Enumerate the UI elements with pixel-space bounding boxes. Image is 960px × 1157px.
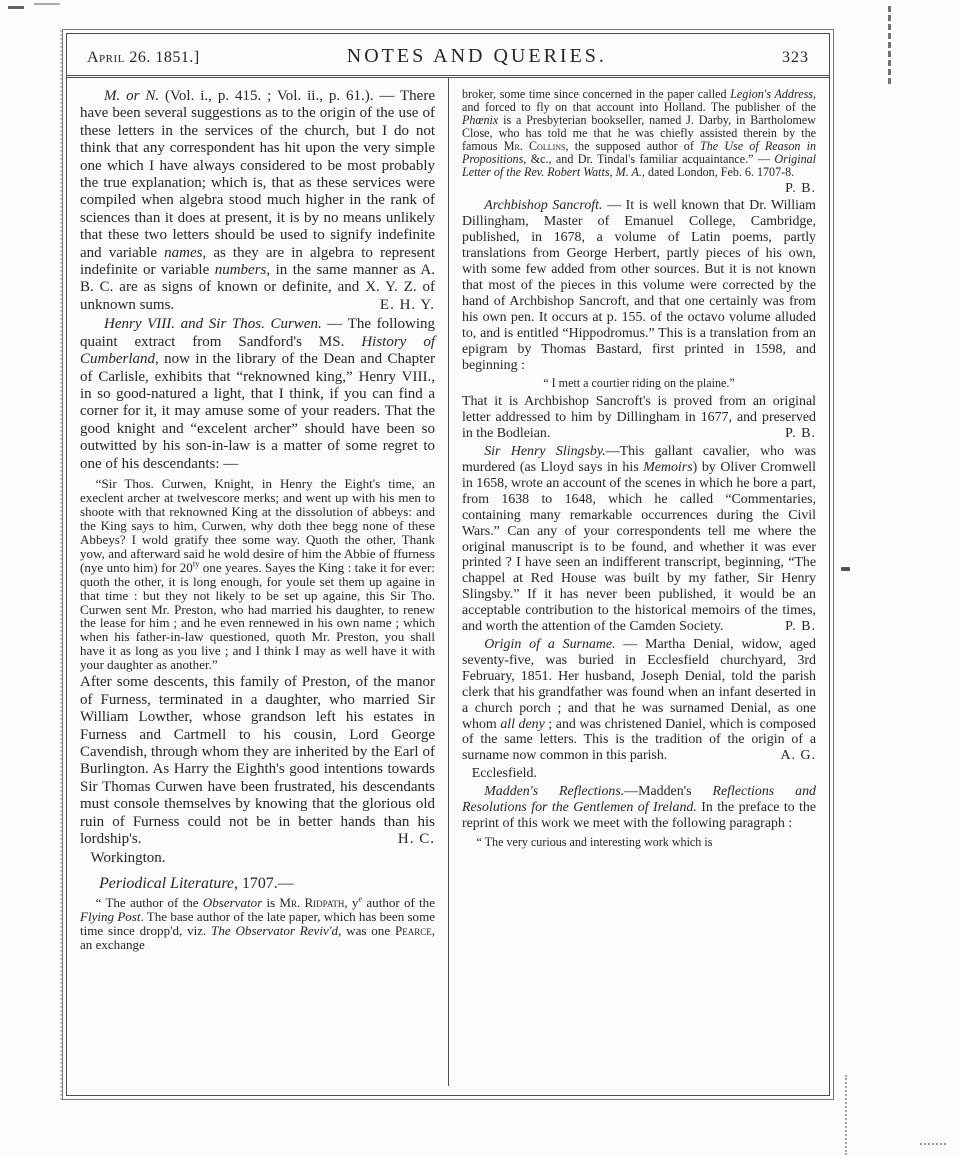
scan-artifact <box>888 6 891 84</box>
issue-date: April 26. 1851.] <box>87 49 200 66</box>
place-line <box>462 766 816 782</box>
text-run: —Madden's <box>624 784 713 800</box>
scan-artifact <box>920 1140 946 1145</box>
article-paragraph <box>462 784 816 832</box>
text-columns <box>67 78 829 1086</box>
scan-artifact <box>8 6 24 9</box>
contributor-signature: P. B. <box>785 426 816 442</box>
signature-line <box>462 181 816 197</box>
text-run: , as they are in algebra to represent indefinite or variable <box>80 244 435 279</box>
contributor-signature: E. H. Y. <box>379 296 435 313</box>
text-run: , and forced to fly on that account into Holland. The publisher of the <box>462 87 816 114</box>
contributor-signature: P. B. <box>785 180 816 196</box>
text-run: Mr. Collins <box>503 138 566 153</box>
text-run: Origin of a Surname. <box>484 636 616 652</box>
text-run: The Observator Reviv'd <box>211 923 339 939</box>
quoted-extract <box>462 88 816 179</box>
text-run: Original Letter of the Rev. Robert Watts, M. A. <box>462 151 816 179</box>
text-run: , was one <box>338 923 395 939</box>
text-run: “Sir Thos. Curwen, Knight, in Henry the Eight's time, an execlent archer at twelvescore merks; and went up with his men to shoote with that reknowned King at the dissolution of abbeys: and the King says to him, Curwen, why doth thee begg none of these Abbeys? I wold gratify thee some way. Quoth the other, Thank yow, and afterward said he wold desire of him the Abbie of ffurness (nye unto him) for 20 <box>80 475 435 575</box>
text-run: . The base author of the late paper, which has been some time since dropp'd, viz. <box>80 909 436 939</box>
text-run: , y <box>344 895 359 911</box>
left-column <box>67 78 448 1086</box>
text-run: e <box>358 893 363 904</box>
text-run: author of the <box>362 895 435 911</box>
article-paragraph <box>80 316 435 473</box>
text-run: Ecclesfield. <box>471 766 537 782</box>
quoted-extract <box>462 836 816 849</box>
text-run: broker, some time since concerned in the paper called <box>462 87 731 101</box>
text-run: (Vol. i., p. 415. ; Vol. ii., p. 61.). — There have been several suggestions as to the origin of the use of these letters in the services of the church, but I do not think that any correspondent has hit upon the very simple one which I have always considered to be most probably the true explanation; which is, that as these services were compiled when algebra stood much higher in the rank of sciences than it does at present, it is by no means unlikely that these two letters should be used to signify indefinite and variable <box>80 88 435 261</box>
text-run: is <box>262 895 280 911</box>
right-column <box>448 78 829 1086</box>
text-run: numbers <box>214 262 267 279</box>
article-heading <box>80 875 435 892</box>
text-run: all deny <box>500 716 545 732</box>
text-run: Flying Post <box>80 909 141 925</box>
text-run: Workington. <box>90 850 166 867</box>
contributor-signature: A. G. <box>780 748 816 764</box>
text-run: one yeares. Sayes the King : take it for ever: quoth the other, it is long enough, for youle set them up againe in that time : but they not likely to be set up againe, this Sir Tho. Curwen sent Mr. Preston, who had married his daughter, to renew the lease for him ; and he even rennewed in his own name ; which when his father-in-law questioned, quoth Mr. Preston, you shall have it as long as you live ; and I think I may as well have it with your daughter as another.” <box>80 559 435 673</box>
article-paragraph <box>462 394 816 442</box>
contributor-signature: P. B. <box>785 619 816 635</box>
text-run: After some descents, this family of Preston, of the manor of Furness, terminated in a daughter, who married Sir William Lowther, whose grandson left his estates in Furness and Cartmell to his cousin, Lord George Cavendish, through whom they are inherited by the Earl of Burlington. As Harry the Eighth's good intentions towards Sir Thomas Curwen have been frustrated, his descendants must console themselves by knowing that the glorious old ruin of Furness could not be in better hands than his lordship's. <box>80 674 435 847</box>
text-run: Pearce <box>394 923 432 939</box>
text-run: is a Presbyterian bookseller, named J. Darby, in Bartholomew Close, who has told me that he was chiefly assisted therein by the famous <box>462 112 816 153</box>
text-run: ty <box>192 558 200 569</box>
text-run: names <box>164 244 203 261</box>
quoted-extract <box>80 477 435 672</box>
text-run: —This gallant cavalier, who was murdered (as Lloyd says in his <box>462 444 816 475</box>
text-run: Observator <box>202 895 263 911</box>
text-run: Madden's Reflections. <box>484 784 625 800</box>
scan-artifact <box>841 567 850 571</box>
text-run: — Martha Denial, widow, aged seventy-five, was buried in Ecclesfield churchyard, 3rd February, 1851. Her husband, Joseph Denial, told the parish clerk that his grandfather was found when an infant deserted in a church porch ; and that he was surnamed Denial, as one whom <box>462 636 816 732</box>
scan-artifact <box>845 1075 847 1155</box>
text-run: Mr. Ridpath <box>279 895 345 911</box>
place-line <box>80 850 435 867</box>
text-run: M. or N. <box>104 88 160 104</box>
text-run: Phœnix <box>462 112 499 127</box>
quoted-extract <box>80 893 436 953</box>
text-run: — The following quaint extract from Sandford's MS. <box>80 316 435 350</box>
text-run: “ I mett a courtier riding on the plaine.” <box>543 376 735 391</box>
article-paragraph <box>80 674 435 848</box>
text-run: Reflections and Resolutions for the Gentlemen of Ireland. <box>462 784 816 816</box>
text-run: , dated London, Feb. 6. 1707-8. <box>641 164 795 179</box>
text-run: ; and was christened Daniel, which is composed of the same letters. This is the tradition of the origin of a surname now common in this parish. <box>462 716 817 764</box>
contributor-signature: H. C. <box>397 830 435 847</box>
text-run: Archbishop Sancroft. <box>484 198 603 214</box>
text-run: Legion's Address <box>730 87 813 101</box>
text-run: — It is well known that Dr. William Dillingham, Master of Emanuel College, Cambridge, published, in 1678, a volume of Latin poems, partly translations from George Herbert, partly pieces of his own, with some few added from other sources. But it is not known that most of the pieces in this volume were corrected by the hand of Archbishop Sancroft, and that one certainly was from his own pen. It occurs at p. 155. of the octavo volume alluded to, and is entitled “Hippodromus.” This is a translation from an epigram by Thomas Bastard, first printed in 1598, and beginning : <box>462 198 816 373</box>
text-run: That it is Archbishop Sancroft's is proved from an original letter addressed to him by Dillingham in 1677, and preserved in the Bodleian. <box>462 394 816 442</box>
text-run: The Use of Reason in Propositions <box>462 138 816 166</box>
text-run: ) by Oliver Cromwell in 1658, wrote an account of the scenes in which he bore a part, from 1638 to 1648, which he called “Commentaries, containing many remarkable occurrences during the Civil Wars.” Can any of your correspondents tell me where the original manuscript is to be found, and whether it was ever printed ? I have seen an indifferent transcript, beginning, “The chappel at Red House was built by my father, Sir Henry Slingsby.” If it has never been published, it would be an acceptable contribution to the historical memoirs of the times, and worth the attention of the Camden Society. <box>462 460 817 635</box>
text-run: , an exchange <box>80 923 435 953</box>
page-frame <box>66 33 830 1096</box>
article-paragraph <box>462 637 816 764</box>
page-header <box>67 34 829 78</box>
text-run: “ The author of the <box>95 895 203 911</box>
text-run: Henry VIII. and Sir Thos. Curwen. <box>104 316 322 333</box>
text-run: Periodical Literature <box>99 874 234 892</box>
text-run: Sir Henry Slingsby. <box>484 444 606 460</box>
text-run: “ The very curious and interesting work which is <box>476 834 713 849</box>
text-run: , &c., and Dr. Tindal's familiar acquaintance.” — <box>523 151 775 166</box>
page-fold-line <box>60 30 62 1100</box>
scan-artifact <box>34 3 60 5</box>
text-run: , the supposed author of <box>565 138 701 153</box>
text-run: , now in the library of the Dean and Chapter of Carlisle, exhibits that “reknowned king,” Henry VIII., in so good-natured a light, that I think, if you can find a corner for it, it may amuse some of your readers. That the good knight and “excelent archer” should have been so outwitted by his son-in-law is a matter of some regret to one of his descendants: — <box>80 351 435 472</box>
text-run: , 1707.— <box>234 874 294 892</box>
quoted-extract <box>462 377 816 390</box>
text-run: In the preface to the reprint of this work we meet with the following paragraph : <box>462 800 816 831</box>
text-run: Memoirs <box>643 460 693 475</box>
article-paragraph <box>462 198 816 373</box>
journal-title: NOTES AND QUERIES. <box>346 45 607 67</box>
page-number: 323 <box>781 49 809 66</box>
article-paragraph <box>462 444 816 635</box>
text-run: , in the same manner as A. B. C. are as signs of known or definite, and X. Y. Z. of unknown sums. <box>80 262 435 313</box>
article-paragraph <box>80 88 435 314</box>
text-run: History of Cumberland <box>80 333 435 368</box>
